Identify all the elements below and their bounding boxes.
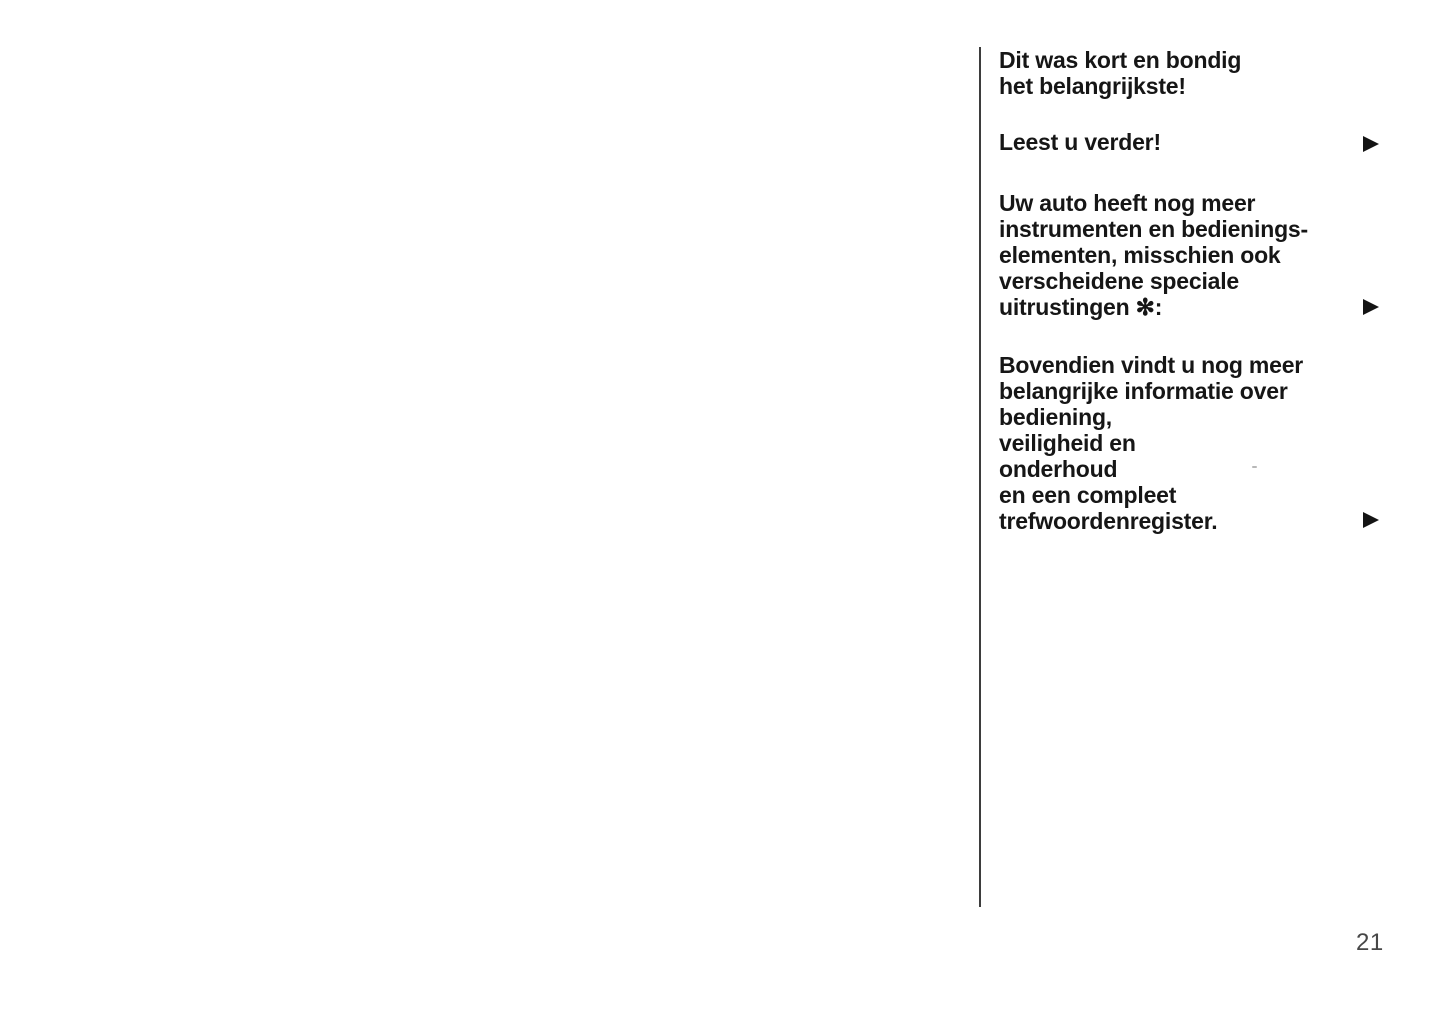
- paragraph-summary: [999, 47, 1389, 99]
- text-line: het belangrijkste!: [999, 73, 1186, 99]
- text-line: Bovendien vindt u nog meer: [999, 352, 1304, 378]
- text-line: instrumenten en bedienings-: [999, 216, 1308, 242]
- text-line: trefwoordenregister.: [999, 508, 1218, 534]
- vertical-divider: [979, 47, 981, 907]
- text-line: Uw auto heeft nog meer: [999, 190, 1256, 216]
- pointer-arrow-icon: [1363, 512, 1379, 528]
- scan-artifact-dot: [1252, 466, 1257, 468]
- pointer-arrow-icon: [1363, 299, 1379, 315]
- pointer-arrow-icon: [1363, 136, 1379, 152]
- text-line: veiligheid en: [999, 430, 1136, 456]
- paragraph-more-info: [999, 352, 1389, 534]
- text-line: Dit was kort en bondig: [999, 47, 1242, 73]
- text-line: uitrustingen ✻:: [999, 294, 1163, 320]
- text-line: Leest u verder!: [999, 129, 1161, 155]
- text-line: belangrijke informatie over: [999, 378, 1288, 404]
- text-line: bediening,: [999, 404, 1113, 430]
- page-number: 21: [1356, 929, 1384, 956]
- text-line: en een compleet: [999, 482, 1177, 508]
- paragraph-instruments: [999, 190, 1389, 320]
- text-line: onderhoud: [999, 456, 1118, 482]
- paragraph-read-on: [999, 129, 1389, 155]
- text-line: verscheidene speciale: [999, 268, 1240, 294]
- text-line: elementen, misschien ook: [999, 242, 1281, 268]
